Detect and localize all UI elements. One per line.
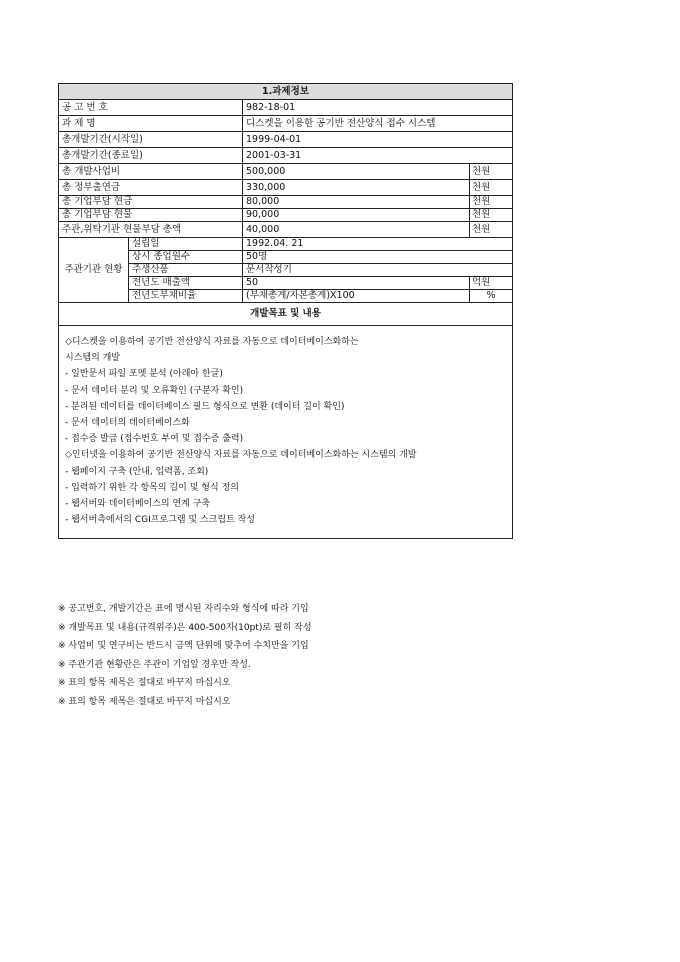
note-item: ※ 사업비 및 연구비는 반드시 금액 단위에 맞추어 수치만을 기입 [58, 641, 309, 651]
row-value: 982-18-01 [243, 100, 513, 116]
info-row-company-cash [59, 196, 513, 209]
row-value: 40,000 [243, 222, 470, 238]
row-value: 50 [243, 277, 470, 290]
content-line: - 웹서버와 데이터베이스의 연계 구축 [65, 499, 211, 510]
row-label: 공 고 번 호 [59, 100, 243, 116]
content-line: - 웹서버측에서의 CGI프로그램 및 스크립트 작성 [65, 515, 255, 526]
info-row-announcement-number [59, 100, 513, 116]
row-unit: % [470, 290, 513, 303]
info-row-total-budget [59, 164, 513, 180]
content-line: - 분리된 데이터를 데이터베이스 필드 형식으로 변환 (데이터 길이 확인) [65, 401, 345, 412]
content-line: - 웹페이지 구축 (안내, 입력폼, 조회) [65, 466, 209, 477]
row-label: 주생산품 [129, 264, 243, 277]
org-status-label: 주관기관 현황 [59, 238, 129, 303]
info-row-host-inkind-total [59, 222, 513, 238]
row-value: (부채총계/자본총계)X100 [243, 290, 470, 303]
note-item: ※ 주관기관 현황란은 주관이 기업일 경우만 작성. [58, 659, 251, 670]
content-line: - 접수증 발급 (접수번호 부여 및 접수증 출력) [65, 434, 244, 445]
row-label: 설립일 [129, 238, 243, 251]
info-row-end-date [59, 148, 513, 164]
row-label: 총개발기간(종료일) [59, 148, 243, 164]
content-line: ◇디스켓을 이용하여 공기반 전산양식 자료를 자동으로 데이터베이스화하는 [65, 337, 359, 347]
row-unit: 천원 [470, 180, 513, 196]
row-label: 총개발기간(시작일) [59, 132, 243, 148]
row-value: 90,000 [243, 209, 470, 222]
info-row-company-inkind [59, 209, 513, 222]
note-item: ※ 표의 항목 제목은 절대로 바꾸지 마십시오 [58, 696, 231, 707]
org-row-founded [59, 238, 513, 251]
row-value: 2001-03-31 [243, 148, 513, 164]
note-item: ※ 개발목표 및 내용(규격위주)은 400-500자(10pt)로 필히 작성 [58, 622, 312, 633]
info-row-government-funding [59, 180, 513, 196]
row-value: 330,000 [243, 180, 470, 196]
section-title-goals: 개발목표 및 내용 [59, 303, 513, 326]
row-label: 과 제 명 [59, 116, 243, 132]
row-value: 디스켓을 이용한 공기반 전산양식 접수 시스템 [243, 116, 513, 132]
row-value: 80,000 [243, 196, 470, 209]
info-row-start-date [59, 132, 513, 148]
row-unit: 천원 [470, 222, 513, 238]
content-line: - 입력하기 위한 각 항목의 길이 및 형식 정의 [65, 482, 239, 493]
content-line: 시스템의 개발 [65, 353, 121, 364]
row-label: 전년도 매출액 [129, 277, 243, 290]
row-value: 50명 [243, 251, 513, 264]
notes-list [58, 600, 312, 711]
row-label: 총 정부출연금 [59, 180, 243, 196]
section-title-project-info: 1.과제정보 [59, 84, 513, 100]
content-line: - 문서 데이터 분리 및 오류확인 (구분자 확인) [65, 385, 244, 396]
row-unit: 억원 [470, 277, 513, 290]
note-item: ※ 공고번호, 개발기간은 표에 명시된 자리수와 형식에 따라 기입 [58, 604, 309, 614]
content-line: - 문서 데이터의 데이터베이스화 [65, 418, 190, 429]
row-label: 총 개발사업비 [59, 164, 243, 180]
row-unit: 천원 [470, 196, 513, 209]
row-label: 총 기업부담 현물 [59, 209, 243, 222]
row-value: 500,000 [243, 164, 470, 180]
row-label: 상시 종업원수 [129, 251, 243, 264]
content-line: - 일반문서 파일 포멧 분석 (아래아 한글) [65, 369, 223, 380]
row-value: 1992.04. 21 [243, 238, 513, 251]
row-value: 문서작성기 [243, 264, 513, 277]
row-unit: 천원 [470, 164, 513, 180]
content-line: ◇인터넷을 이용하여 공기반 전산양식 자료를 자동으로 데이터베이스화하는 시스템의 개발 [65, 450, 417, 461]
row-label: 총 기업부담 현금 [59, 196, 243, 209]
note-item: ※ 표의 항목 제목은 절대로 바꾸지 마십시오 [58, 678, 231, 688]
goals-content [59, 326, 513, 539]
row-unit: 천원 [470, 209, 513, 222]
info-row-project-name [59, 116, 513, 132]
row-label: 주관,위탁기관 현물부담 총액 [59, 222, 243, 238]
project-info-table [58, 83, 513, 539]
row-value: 1999-04-01 [243, 132, 513, 148]
row-label: 전년도부채비율 [129, 290, 243, 303]
